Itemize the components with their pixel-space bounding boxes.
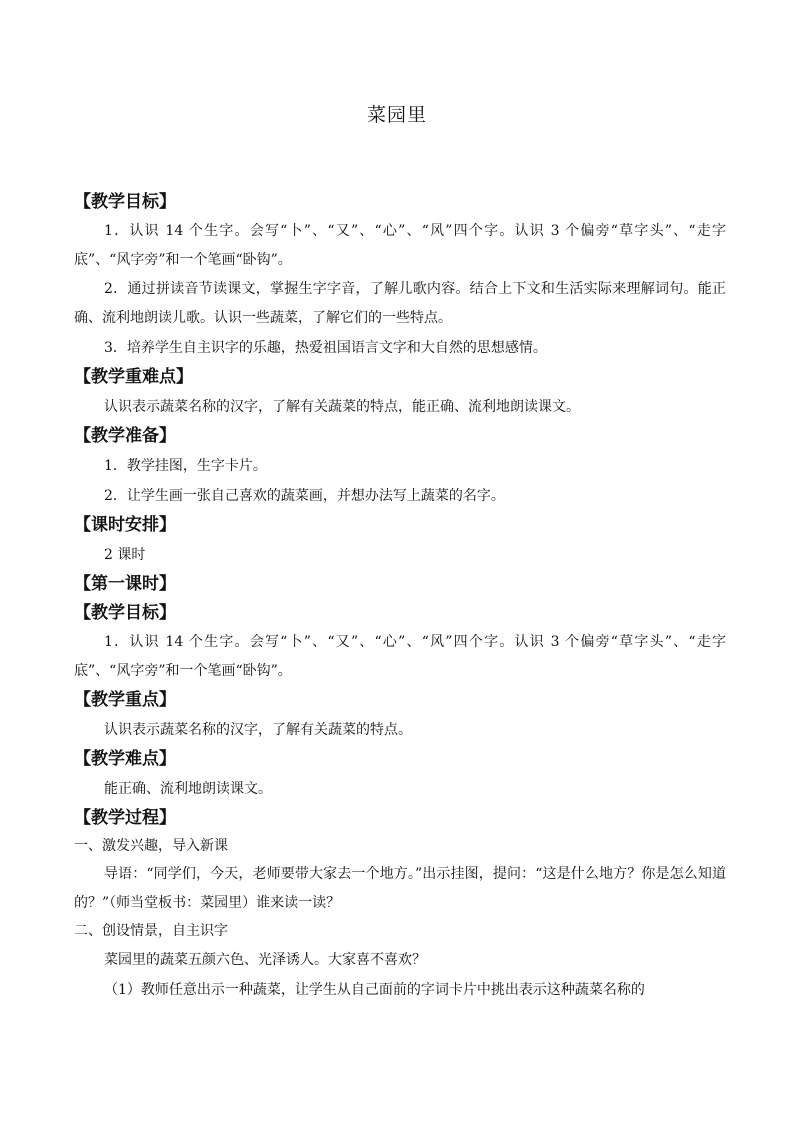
process-step-2-text: 菜园里的蔬菜五颜六色、光泽诱人。大家喜不喜欢？ xyxy=(104,952,426,968)
process-step-1-heading: 一、激发兴趣，导入新课 xyxy=(74,838,228,854)
goal-item-1: 1．认识 14 个生字。会写“卜”、“又”、“心”、“风”四个字。认识 3 个偏旁“草字头”、“走字底”、“风字旁”和一个笔画“卧钩”。 xyxy=(74,223,726,268)
preparation-item-2: 2．让学生画一张自己喜欢的蔬菜画，并想办法写上蔬菜的名字。 xyxy=(104,488,505,504)
goal-item-2: 2．通过拼读音节读课文，掌握生字字音，了解儿歌内容。结合上下文和生活实际来理解词句。能正确、流利地朗读儿歌。认识一些蔬菜，了解它们的一些特点。 xyxy=(74,281,726,326)
schedule-text: 2 课时 xyxy=(104,547,146,563)
goal-item-3: 3．培养学生自主识字的乐趣，热爱祖国语言文字和大自然的思想感情。 xyxy=(104,340,547,356)
process-step-2-subitem-1: （1）教师任意出示一种蔬菜，让学生从自己面前的字词卡片中挑出表示这种蔬菜名称的 xyxy=(104,982,645,998)
preparation-item-1: 1．教学挂图，生字卡片。 xyxy=(104,458,267,474)
heading-difficult-points: 【教学难点】 xyxy=(74,749,176,769)
heading-schedule: 【课时安排】 xyxy=(74,515,176,535)
heading-key-points: 【教学重点】 xyxy=(74,690,176,710)
document-body xyxy=(74,188,726,1005)
process-step-1-text: 导语：“同学们，今天，老师要带大家去一个地方。”出示挂图，提问：“这是什么地方？你是怎么知道的？”（师当堂板书：菜园里）谁来读一读？ xyxy=(74,866,726,911)
process-step-2-heading: 二、创设情景，自主识字 xyxy=(74,923,228,939)
heading-first-lesson: 【第一课时】 xyxy=(74,574,176,594)
lesson-goal-item-1: 1．认识 14 个生字。会写“卜”、“又”、“心”、“风”四个字。认识 3 个偏旁“草字头”、“走字底”、“风字旁”和一个笔画“卧钩”。 xyxy=(74,634,726,679)
difficult-points-text: 能正确、流利地朗读课文。 xyxy=(104,781,272,797)
key-points-text: 认识表示蔬菜名称的汉字，了解有关蔬菜的特点。 xyxy=(104,722,412,738)
heading-lesson-goals: 【教学目标】 xyxy=(74,603,176,623)
page-title: 菜园里 xyxy=(366,104,427,126)
heading-key-difficult-points: 【教学重难点】 xyxy=(74,367,193,387)
heading-teaching-goals: 【教学目标】 xyxy=(74,192,176,212)
heading-preparation: 【教学准备】 xyxy=(74,426,176,446)
heading-teaching-process: 【教学过程】 xyxy=(74,808,176,828)
key-difficult-text: 认识表示蔬菜名称的汉字，了解有关蔬菜的特点，能正确、流利地朗读课文。 xyxy=(104,399,580,415)
